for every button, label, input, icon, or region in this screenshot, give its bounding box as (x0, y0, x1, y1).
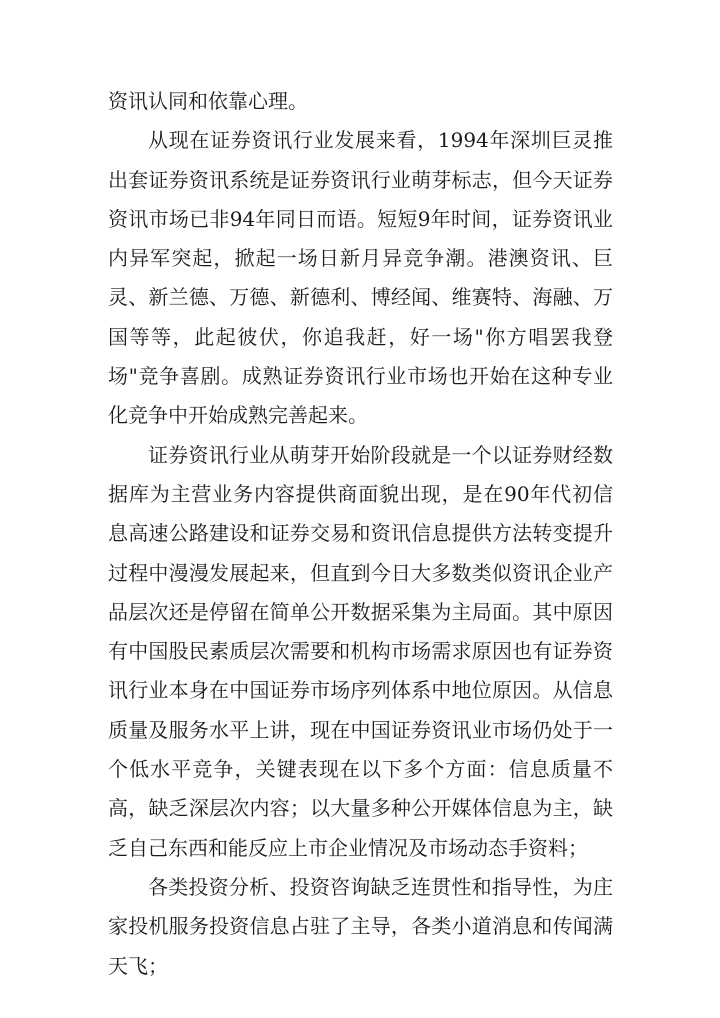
paragraph-investment-analysis: 各类投资分析、投资咨询缺乏连贯性和指导性，为庄家投机服务投资信息占驻了主导，各类小道消息和传闻满天飞； (108, 874, 613, 978)
paragraph-continuation: 资讯认同和依靠心理。 (108, 89, 308, 113)
paragraph-industry-status: 证券资讯行业从萌芽开始阶段就是一个以证券财经数据库为主营业务内容提供商面貌出现，是在90年代初信息高速公路建设和证券交易和资讯信息提供方法转变提升过程中漫漫发展起来，但直到今日大多数类似资讯企业产品层次还是停留在简单公开数据采集为主局面。其中原因有中国股民素质层次需要和机构市场需求原因也有证券资讯行业本身在中国证券市场序列体系中地位原因。从信息质量及服务水平上讲，现在中国证券资讯业市场仍处于一个低水平竞争，关键表现在以下多个方面：信息质量不高，缺乏深层次内容；以大量多种公开媒体信息为主，缺乏自己东西和能反应上市企业情况及市场动态手资料； (108, 442, 613, 860)
body-text (108, 82, 613, 986)
paragraph-industry-history: 从现在证券资讯行业发展来看，1994年深圳巨灵推出套证券资讯系统是证券资讯行业萌芽标志，但今天证券资讯市场已非94年同日而语。短短9年时间，证券资讯业内异军突起，掀起一场日新月异竞争潮。港澳资讯、巨灵、新兰德、万德、新德利、博经闻、维赛特、海融、万国等等，此起彼伏，你追我赶，好一场"你方唱罢我登场"竞争喜剧。成熟证券资讯行业市场也开始在这种专业化竞争中开始成熟完善起来。 (108, 128, 613, 428)
